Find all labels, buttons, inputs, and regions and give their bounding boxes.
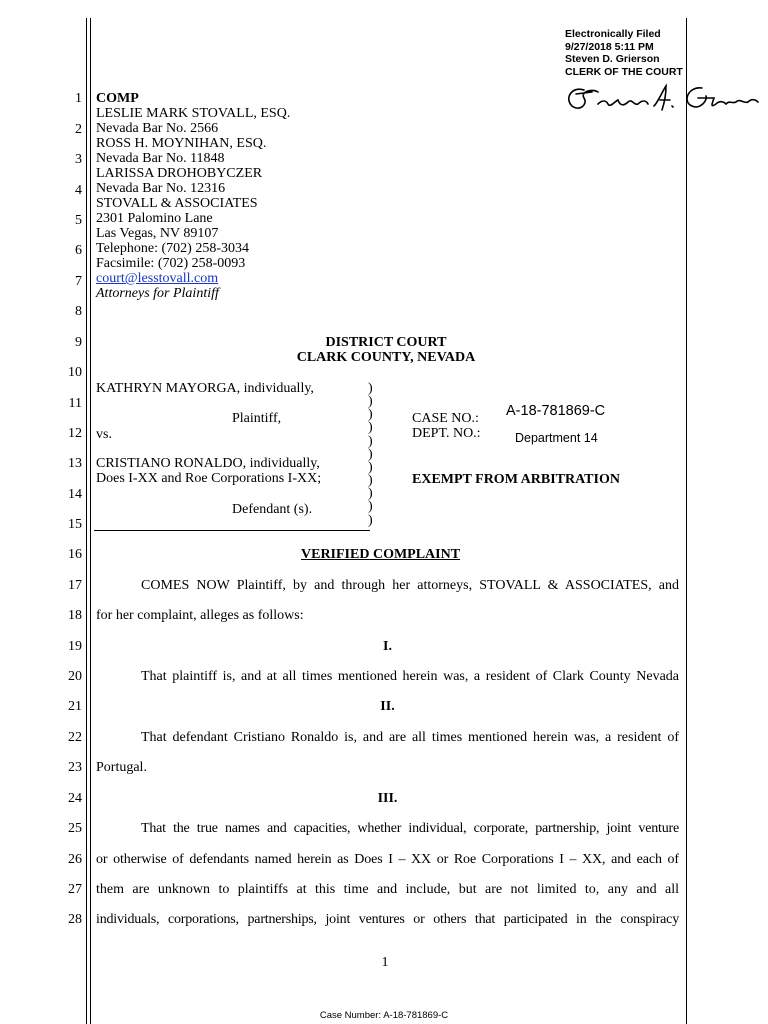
stamp-line-datetime: 9/27/2018 5:11 PM: [565, 40, 654, 53]
case-no-label: CASE NO.:: [412, 411, 479, 426]
line-number: 23: [68, 760, 82, 775]
paren: ): [368, 447, 373, 462]
versus: vs.: [96, 427, 112, 442]
firm-telephone: Telephone: (702) 258-3034: [96, 241, 249, 256]
document-code: COMP: [96, 91, 139, 106]
attorney-2-bar: Nevada Bar No. 11848: [96, 151, 225, 166]
attorney-caption-block: [96, 91, 290, 301]
line-number: 24: [68, 791, 82, 806]
paren: ): [368, 420, 373, 435]
line-number: 21: [68, 699, 82, 714]
line-number: 25: [68, 821, 82, 836]
clerk-signature: [562, 78, 762, 118]
left-margin-rule-inner: [90, 18, 91, 1024]
line-number: 1: [75, 91, 82, 106]
page-number: 1: [381, 955, 389, 970]
line-number: 28: [68, 912, 82, 927]
court-county: CLARK COUNTY, NEVADA: [296, 350, 476, 365]
intro-line-2: for her complaint, alleges as follows:: [96, 608, 304, 623]
line-number: 11: [68, 396, 82, 411]
paren: ): [368, 407, 373, 422]
firm-facsimile: Facsimile: (702) 258-0093: [96, 256, 246, 271]
paren: ): [368, 499, 373, 514]
filing-stamp: [565, 28, 683, 78]
paren: ): [368, 394, 373, 409]
attorney-1-name: LESLIE MARK STOVALL, ESQ.: [96, 106, 291, 121]
line-number: 16: [68, 547, 82, 562]
line-number: 17: [68, 578, 82, 593]
attorney-2-name: ROSS H. MOYNIHAN, ESQ.: [96, 136, 267, 151]
paragraph-3-line-3: them are unknown to plaintiffs at this time and include, but are not limited to, any and all: [96, 882, 679, 897]
paren: ): [368, 473, 373, 488]
defendant-label: Defendant (s).: [232, 502, 313, 517]
paren: ): [368, 513, 373, 528]
firm-city: Las Vegas, NV 89107: [96, 226, 219, 241]
case-no-value: A-18-781869-C: [506, 403, 606, 419]
defendant-does: Does I-XX and Roe Corporations I-XX;: [96, 471, 322, 486]
complaint-title: VERIFIED COMPLAINT: [301, 547, 461, 562]
left-margin-rule-outer: [86, 18, 87, 1024]
line-number: 12: [68, 426, 82, 441]
line-number: 9: [75, 335, 82, 350]
line-number: 26: [68, 852, 82, 867]
stamp-line-clerk-title: CLERK OF THE COURT: [565, 65, 683, 78]
line-number: 8: [75, 304, 82, 319]
paragraph-3-line-4: individuals, corporations, partnerships, joint ventures or others that participated in the conspiracy: [96, 912, 679, 927]
footer-case-number: Case Number: A-18-781869-C: [258, 1010, 510, 1021]
attorney-1-bar: Nevada Bar No. 2566: [96, 121, 219, 136]
line-number: 3: [75, 152, 82, 167]
line-number: 15: [68, 517, 82, 532]
plaintiff-label: Plaintiff,: [232, 411, 282, 426]
line-number: 27: [68, 882, 82, 897]
intro-line-1: COMES NOW Plaintiff, by and through her attorneys, STOVALL & ASSOCIATES, and: [141, 578, 679, 593]
court-heading: [250, 335, 522, 365]
attorney-3-bar: Nevada Bar No. 12316: [96, 181, 226, 196]
section-heading-1: I.: [383, 639, 392, 654]
paragraph-2-line-1: That defendant Cristiano Ronaldo is, and are all times mentioned herein was, a resident of: [141, 730, 679, 745]
stamp-line-clerk-name: Steven D. Grierson: [565, 53, 660, 65]
line-number: 10: [68, 365, 82, 380]
paragraph-2-line-2: Portugal.: [96, 760, 147, 775]
paragraph-1: That plaintiff is, and at all times mentioned herein was, a resident of Clark County Nevada: [141, 669, 679, 684]
paren: ): [368, 486, 373, 501]
firm-name: STOVALL & ASSOCIATES: [96, 196, 258, 211]
line-number: 18: [68, 608, 82, 623]
court-name: DISTRICT COURT: [325, 335, 447, 350]
section-heading-3: III.: [377, 791, 398, 806]
attorney-role: Attorneys for Plaintiff: [96, 286, 219, 301]
paragraph-3-line-1: That the true names and capacities, whether individual, corporate, partnership, joint venture: [141, 821, 679, 836]
line-number: 19: [68, 639, 82, 654]
paren: ): [368, 460, 373, 475]
line-number: 6: [75, 243, 82, 258]
line-number: 4: [75, 183, 82, 198]
paragraph-3-line-2: or otherwise of defendants named herein as Does I – XX or Roe Corporations I – XX, and each of: [96, 852, 679, 867]
section-heading-2: II.: [380, 699, 395, 714]
line-number: 5: [75, 213, 82, 228]
defendant-name: CRISTIANO RONALDO, individually,: [96, 456, 320, 471]
paren: ): [368, 381, 373, 396]
dept-no-value: Department 14: [515, 431, 598, 445]
exempt-from-arbitration: EXEMPT FROM ARBITRATION: [412, 472, 620, 487]
attorney-3-name: LARISSA DROHOBYCZER: [96, 166, 263, 181]
line-number: 13: [68, 456, 82, 471]
line-number: 22: [68, 730, 82, 745]
firm-street: 2301 Palomino Lane: [96, 211, 213, 226]
email-link[interactable]: court@lesstovall.com: [96, 271, 219, 286]
line-number: 7: [75, 274, 82, 289]
caption-underline: [94, 530, 370, 531]
line-number: 14: [68, 487, 82, 502]
paren: ): [368, 434, 373, 449]
line-number: 20: [68, 669, 82, 684]
line-number: 2: [75, 122, 82, 137]
plaintiff-name: KATHRYN MAYORGA, individually,: [96, 381, 314, 396]
right-margin-rule: [686, 18, 687, 1024]
dept-no-label: DEPT. NO.:: [412, 426, 481, 441]
stamp-line-filed: Electronically Filed: [565, 28, 661, 40]
